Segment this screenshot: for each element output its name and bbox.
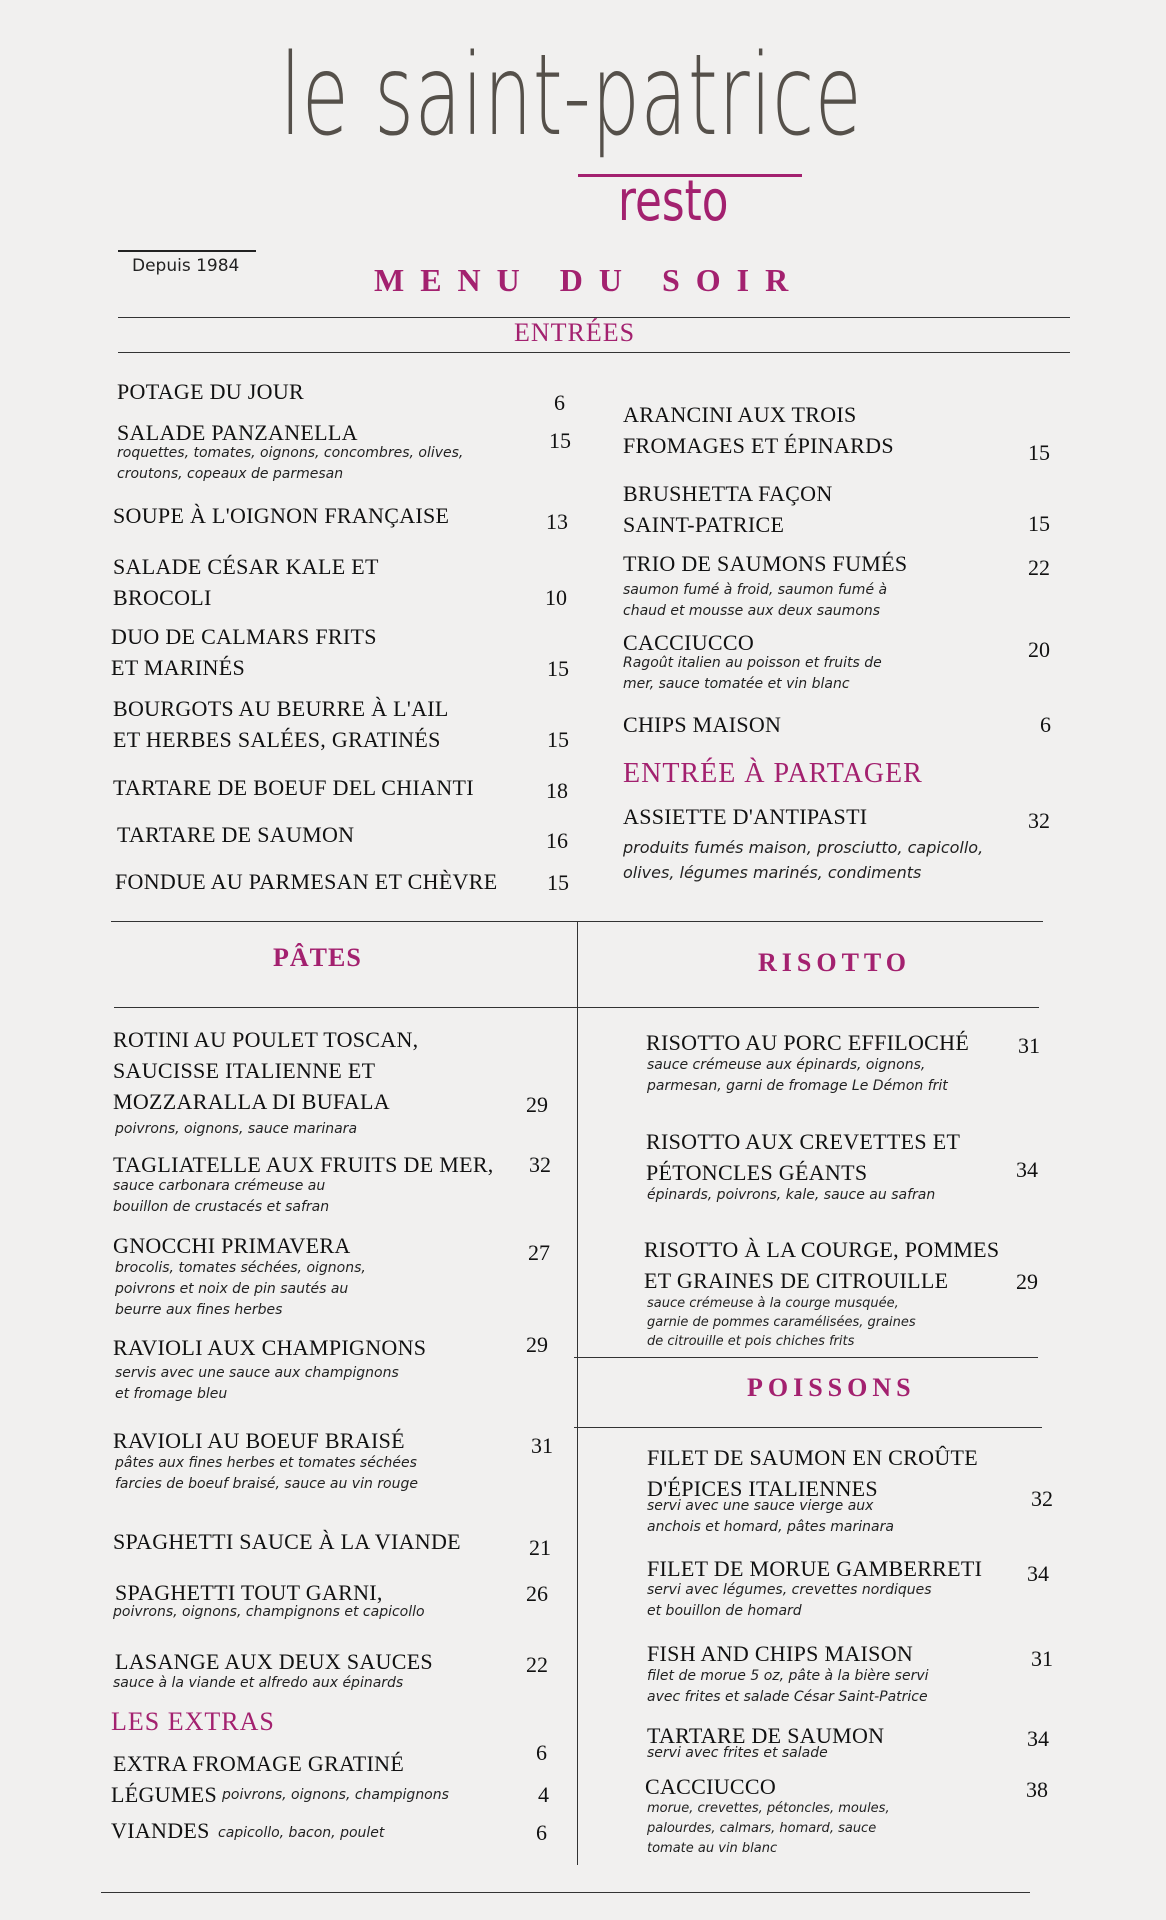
menu-item-price: 6 xyxy=(536,1820,547,1845)
logo-subtitle: resto xyxy=(618,169,729,234)
menu-item-description: saumon fumé à froid, saumon fumé à chaud et mousse aux deux saumons xyxy=(623,582,888,619)
since-label: Depuis 1984 xyxy=(132,256,240,276)
menu-item-name: TARTARE DE SAUMON xyxy=(117,822,355,847)
section-title-pates: PÂTES xyxy=(273,943,362,972)
menu-item-price: 20 xyxy=(1028,637,1050,662)
menu-item-name: RISOTTO AUX CREVETTES ET PÉTONCLES GÉANTS xyxy=(646,1129,961,1185)
menu-item-name: ARANCINI AUX TROIS FROMAGES ET ÉPINARDS xyxy=(623,402,894,458)
menu-item-name: SPAGHETTI TOUT GARNI, xyxy=(115,1580,383,1605)
menu-item-price: 32 xyxy=(1031,1486,1053,1511)
menu-item-description: produits fumés maison, prosciutto, capicollo, olives, légumes marinés, condiments xyxy=(623,838,984,882)
menu-item-description: filet de morue 5 oz, pâte à la bière servi avec frites et salade César Saint-Patrice xyxy=(647,1668,929,1705)
menu-item-name: TRIO DE SAUMONS FUMÉS xyxy=(623,551,908,576)
menu-item-price: 6 xyxy=(1040,712,1051,737)
menu-item-price: 32 xyxy=(529,1152,551,1177)
divider xyxy=(101,1892,1030,1893)
section-title-extras: LES EXTRAS xyxy=(111,1707,275,1736)
menu-item-price: 29 xyxy=(526,1092,548,1117)
menu-item-name: LÉGUMES xyxy=(111,1782,217,1807)
menu-item-name: GNOCCHI PRIMAVERA xyxy=(113,1233,351,1258)
menu-item-description: sauce crémeuse à la courge musquée, garnie de pommes caramélisées, graines de citrouille et pois chiches frits xyxy=(647,1296,916,1349)
menu-item-price: 34 xyxy=(1027,1726,1049,1751)
menu-item-price: 15 xyxy=(547,656,569,681)
menu-item-price: 21 xyxy=(529,1535,551,1560)
menu-item-description: morue, crevettes, pétoncles, moules, palourdes, calmars, homard, sauce tomate au vin blanc xyxy=(647,1801,890,1856)
menu-item-description: servis avec une sauce aux champignons et fromage bleu xyxy=(115,1365,399,1402)
menu-item-description: poivrons, oignons, sauce marinara xyxy=(115,1121,358,1137)
menu-item-description: pâtes aux fines herbes et tomates séchées farcies de boeuf braisé, sauce au vin rouge xyxy=(115,1455,418,1492)
menu-item-name: FILET DE SAUMON EN CROÛTE D'ÉPICES ITALIENNES xyxy=(647,1445,978,1501)
menu-item-price: 15 xyxy=(1028,440,1050,465)
menu-item-price: 26 xyxy=(526,1581,548,1606)
section-title-poissons: POISSONS xyxy=(747,1373,916,1402)
menu-item-price: 15 xyxy=(547,727,569,752)
menu-item-price: 22 xyxy=(1028,555,1050,580)
menu-item-name: CACCIUCCO xyxy=(623,630,755,655)
menu-item-name: BOURGOTS AU BEURRE À L'AIL ET HERBES SALÉES, GRATINÉS xyxy=(113,696,449,752)
menu-item-price: 13 xyxy=(546,509,568,534)
menu-item-name: SOUPE À L'OIGNON FRANÇAISE xyxy=(113,503,450,528)
menu-item-price: 15 xyxy=(547,870,569,895)
menu-item-name: VIANDES xyxy=(111,1818,210,1843)
menu-item-name: EXTRA FROMAGE GRATINÉ xyxy=(113,1751,405,1776)
menu-item-name: ROTINI AU POULET TOSCAN, SAUCISSE ITALIENNE ET MOZZARALLA DI BUFALA xyxy=(113,1027,419,1114)
menu-item-price: 22 xyxy=(526,1652,548,1677)
menu-item-price: 31 xyxy=(1018,1033,1040,1058)
menu-item-name: SALADE CÉSAR KALE ET BROCOLI xyxy=(113,554,379,610)
divider xyxy=(114,1007,1039,1008)
menu-item-description: sauce à la viande et alfredo aux épinards xyxy=(113,1675,404,1691)
menu-item-description: servi avec frites et salade xyxy=(647,1745,828,1761)
menu-item-price: 15 xyxy=(549,428,571,453)
menu-item-description: brocolis, tomates séchées, oignons, poivrons et noix de pin sautés au beurre aux fines herbes xyxy=(115,1260,366,1318)
menu-item-price: 4 xyxy=(538,1782,549,1807)
menu-item-name: POTAGE DU JOUR xyxy=(117,379,304,404)
menu-item-name: LASANGE AUX DEUX SAUCES xyxy=(115,1649,433,1674)
menu-item-description: Ragoût italien au poisson et fruits de mer, sauce tomatée et vin blanc xyxy=(623,655,882,692)
menu-item-description: sauce carbonara crémeuse au bouillon de crustacés et safran xyxy=(113,1178,330,1215)
menu-item-description: roquettes, tomates, oignons, concombres, olives, croutons, copeaux de parmesan xyxy=(117,445,464,482)
section-title-risotto: RISOTTO xyxy=(758,948,912,977)
section-title-partager: ENTRÉE À PARTAGER xyxy=(623,758,923,789)
menu-item-name: FISH AND CHIPS MAISON xyxy=(647,1641,914,1666)
menu-item-name: TARTARE DE BOEUF DEL CHIANTI xyxy=(113,775,474,800)
menu-item-name: FILET DE MORUE GAMBERRETI xyxy=(647,1556,983,1581)
menu-item-name: FONDUE AU PARMESAN ET CHÈVRE xyxy=(115,869,498,894)
divider xyxy=(118,352,1070,353)
menu-item-price: 10 xyxy=(545,585,567,610)
menu-item-price: 32 xyxy=(1028,808,1050,833)
menu-item-description: sauce crémeuse aux épinards, oignons, parmesan, garni de fromage Le Démon frit xyxy=(647,1057,948,1094)
menu-item-description: poivrons, oignons, champignons et capicollo xyxy=(113,1604,425,1620)
menu-title: MENU DU SOIR xyxy=(374,262,805,298)
menu-item-price: 18 xyxy=(546,778,568,803)
menu-item-price: 31 xyxy=(1031,1646,1053,1671)
menu-item-price: 29 xyxy=(526,1332,548,1357)
menu-item-price: 27 xyxy=(528,1240,550,1265)
menu-item-price: 6 xyxy=(536,1740,547,1765)
menu-item-name: RISOTTO À LA COURGE, POMMES ET GRAINES DE CITROUILLE xyxy=(644,1237,1000,1293)
since-rule xyxy=(118,250,256,252)
menu-item-price: 34 xyxy=(1016,1157,1038,1182)
menu-item-name: RAVIOLI AUX CHAMPIGNONS xyxy=(113,1335,427,1360)
menu-item-name: TARTARE DE SAUMON xyxy=(647,1723,885,1748)
menu-item-price: 38 xyxy=(1026,1777,1048,1802)
menu-item-name: SPAGHETTI SAUCE À LA VIANDE xyxy=(113,1529,461,1554)
menu-item-price: 31 xyxy=(531,1433,553,1458)
menu-item-name: CACCIUCCO xyxy=(645,1774,777,1799)
menu-item-name: CHIPS MAISON xyxy=(623,712,782,737)
menu-item-name: TAGLIATELLE AUX FRUITS DE MER, xyxy=(113,1152,494,1177)
menu-item-price: 15 xyxy=(1028,511,1050,536)
menu-item-price: 34 xyxy=(1027,1561,1049,1586)
divider xyxy=(574,1357,1038,1358)
divider xyxy=(574,1427,1042,1428)
menu-item-description: servi avec légumes, crevettes nordiques et bouillon de homard xyxy=(647,1582,932,1619)
menu-item-price: 16 xyxy=(546,828,568,853)
menu-item-name: BRUSHETTA FAÇON SAINT-PATRICE xyxy=(623,481,833,537)
menu-item-name: DUO DE CALMARS FRITS ET MARINÉS xyxy=(111,624,377,680)
section-title-entrees: ENTRÉES xyxy=(514,318,636,347)
menu-item-price: 6 xyxy=(554,390,565,415)
menu-item-name: SALADE PANZANELLA xyxy=(117,420,358,445)
menu-item-price: 29 xyxy=(1016,1269,1038,1294)
menu-item-name: RISOTTO AU PORC EFFILOCHÉ xyxy=(646,1030,970,1055)
menu-item-name: RAVIOLI AU BOEUF BRAISÉ xyxy=(113,1428,405,1453)
menu-item-description: servi avec une sauce vierge aux anchois et homard, pâtes marinara xyxy=(647,1498,894,1535)
menu-item-description: poivrons, oignons, champignons xyxy=(222,1787,449,1803)
column-divider xyxy=(577,921,578,1865)
logo-wordmark: le saint-patrice xyxy=(280,31,863,161)
menu-item-description: capicollo, bacon, poulet xyxy=(218,1825,385,1841)
menu-item-name: ASSIETTE D'ANTIPASTI xyxy=(623,804,868,829)
menu-item-description: épinards, poivrons, kale, sauce au safran xyxy=(647,1187,936,1203)
